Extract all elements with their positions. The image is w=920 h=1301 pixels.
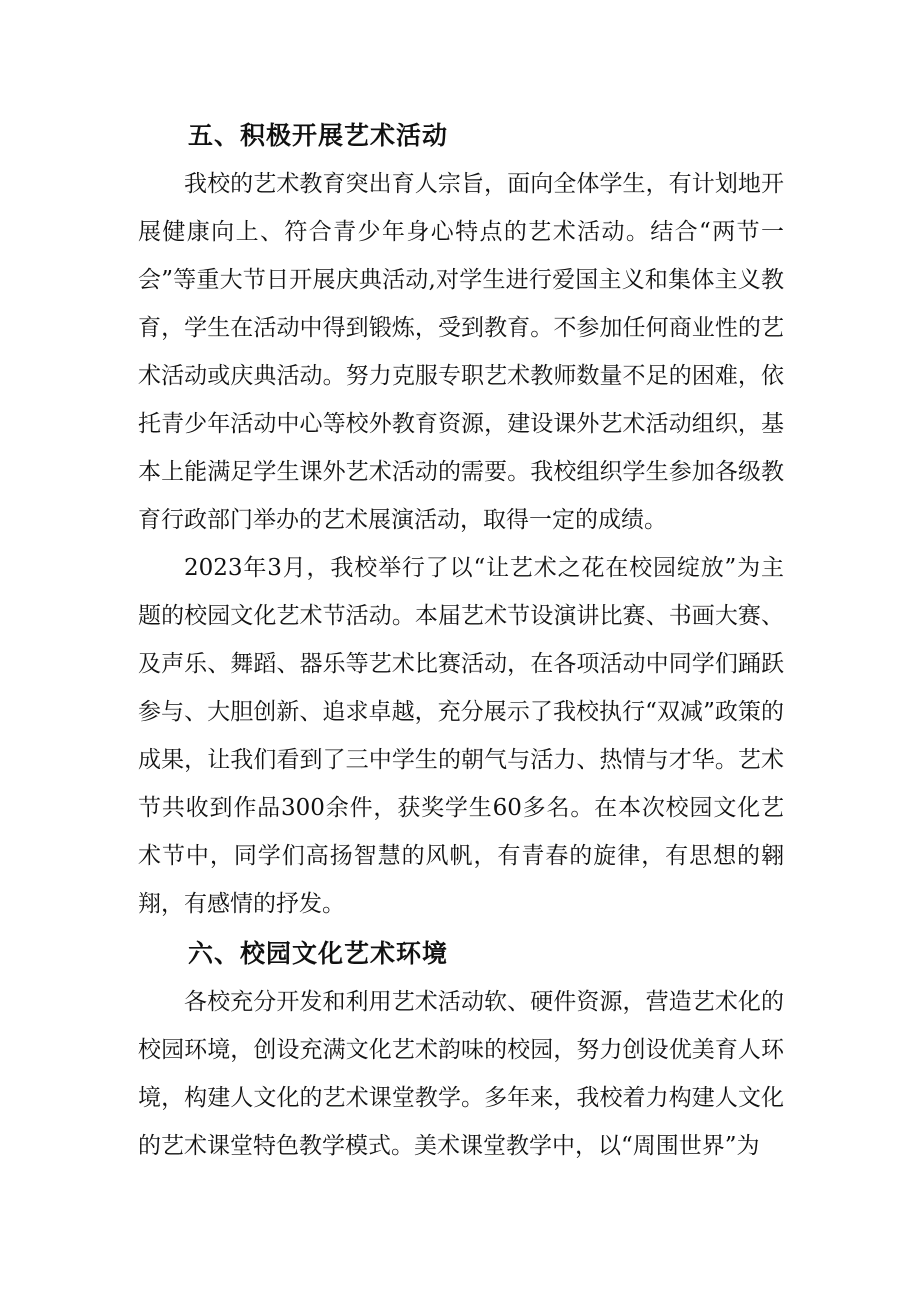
paragraph: 2023年3月，我校举行了以“让艺术之花在校园绽放”为主题的校园文化艺术节活动。本届艺术节设演讲比赛、书画大赛、及声乐、舞蹈、器乐等艺术比赛活动，在各项活动中同学们踊跃参与、大胆创新、追求卓越，充分展示了我校执行“双减”政策的成果，让我们看到了三中学生的朝气与活力、热情与才华。艺术节共收到作品300余件，获奖学生60多名。在本次校园文化艺术节中，同学们高扬智慧的风帆，有青春的旋律，有思想的翱翔，有感情的抒发。 <box>138 555 784 917</box>
document-body <box>138 112 784 1170</box>
section-heading-6: 六、校园文化艺术环境 <box>188 939 449 968</box>
paragraph: 各校充分开发和利用艺术活动软、硬件资源，营造艺术化的校园环境，创设充满文化艺术韵味的校园，努力创设优美育人环境，构建人文化的艺术课堂教学。多年来，我校着力构建人文化的艺术课堂特色教学模式。美术课堂教学中，以“周围世界”为 <box>138 989 784 1159</box>
section-heading-5: 五、积极开展艺术活动 <box>188 121 449 150</box>
paragraph: 我校的艺术教育突出育人宗旨，面向全体学生，有计划地开展健康向上、符合青少年身心特点的艺术活动。结合“两节一会”等重大节日开展庆典活动,对学生进行爱国主义和集体主义教育，学生在活动中得到锻炼，受到教育。不参加任何商业性的艺术活动或庆典活动。努力克服专职艺术教师数量不足的困难，依托青少年活动中心等校外教育资源，建设课外艺术活动组织，基本上能满足学生课外艺术活动的需要。我校组织学生参加各级教育行政部门举办的艺术展演活动，取得一定的成绩。 <box>138 171 784 533</box>
